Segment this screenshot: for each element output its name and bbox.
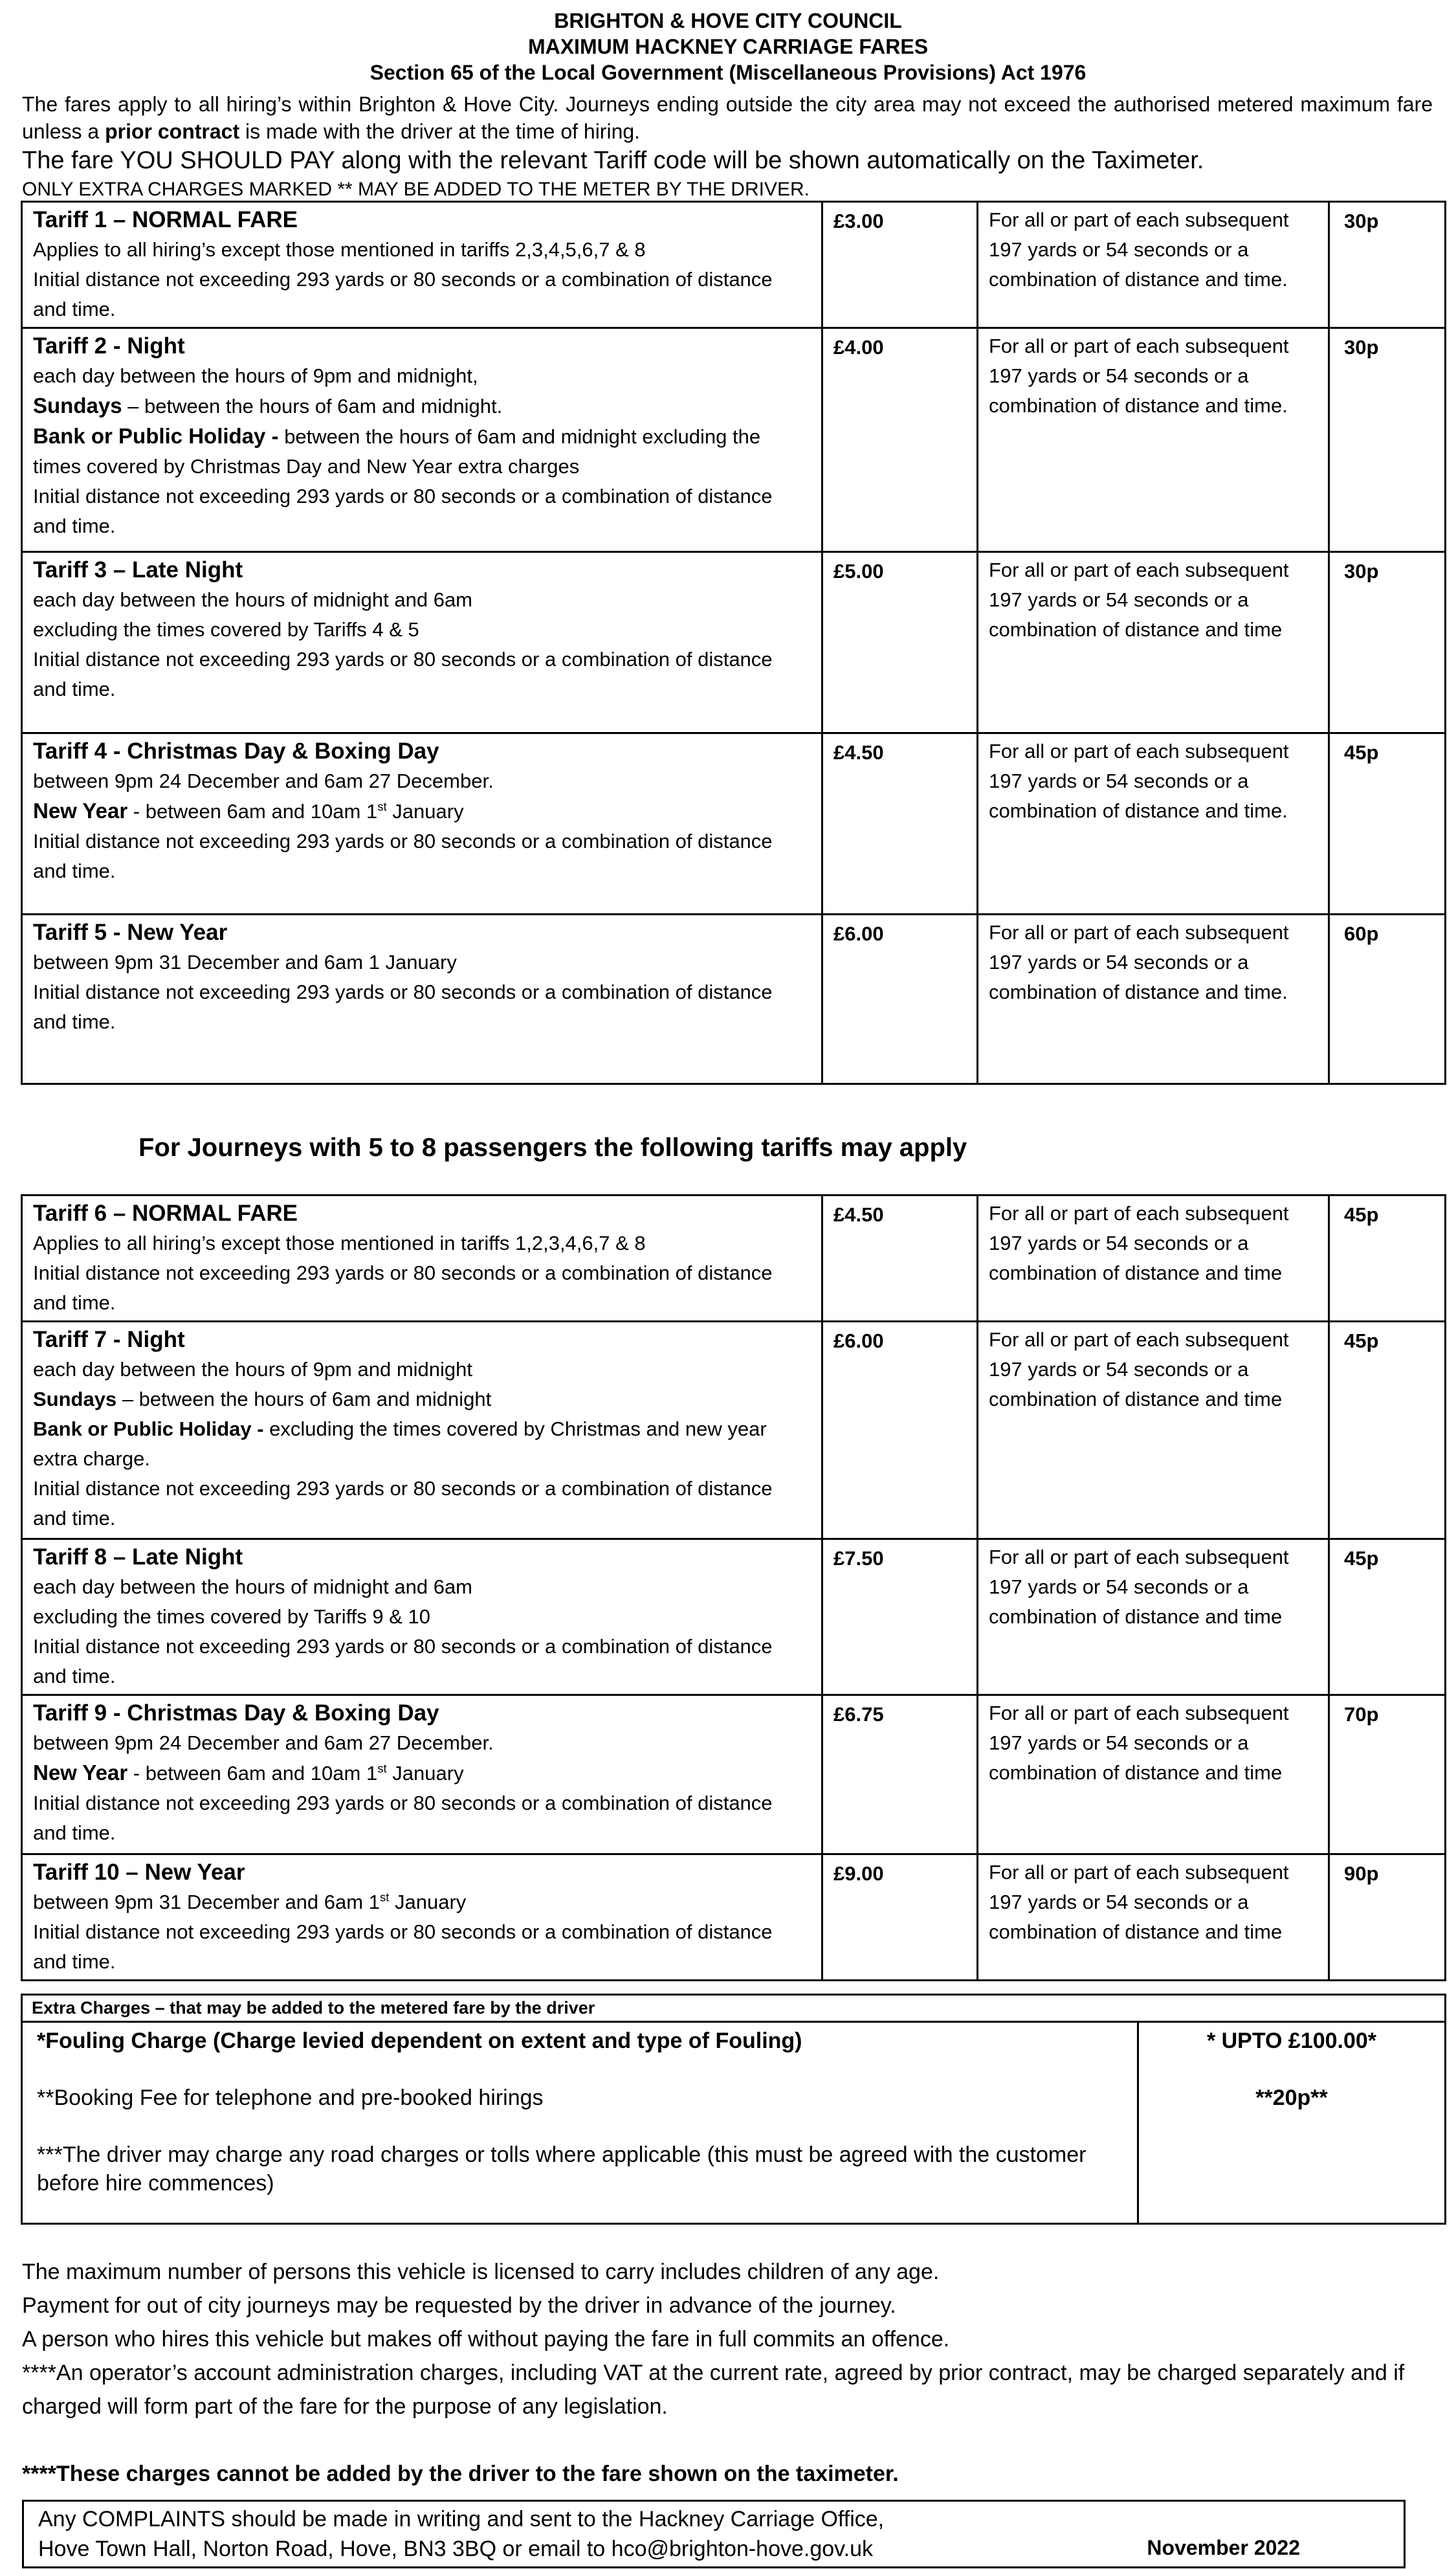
- tariff-description: [22, 552, 822, 733]
- subsequent-rate: 45p: [1329, 733, 1446, 915]
- complaints-box: [22, 2500, 1406, 2568]
- tariff-row: [22, 1539, 1446, 1695]
- tariff-line: Initial distance not exceeding 293 yards or 80 seconds or a combination of distance and time.: [33, 648, 773, 700]
- tariff-line: between 9pm 31 December and 6am 1 January: [33, 951, 457, 973]
- footer-note: Payment for out of city journeys may be requested by the driver in advance of the journey.: [22, 2293, 896, 2318]
- initial-fare: £3.00: [822, 202, 978, 328]
- initial-fare: £6.00: [822, 1322, 978, 1539]
- subsequent-rate: 45p: [1329, 1196, 1446, 1322]
- extra-charges-notice: ONLY EXTRA CHARGES MARKED ** MAY BE ADDED TO THE METER BY THE DRIVER.: [22, 179, 810, 200]
- tariff-title: Tariff 8 – Late Night: [33, 1544, 243, 1570]
- tariff-table-large-vehicle: [21, 1194, 1446, 1981]
- tariff-line: Initial distance not exceeding 293 yards or 80 seconds or a combination of distance and time.: [33, 1920, 773, 1973]
- tariff-line: each day between the hours of midnight and 6am: [33, 1575, 473, 1598]
- tariff-line: each day between the hours of 9pm and midnight,: [33, 364, 478, 387]
- subsequent-description: For all or part of each subsequent 197 yards or 54 seconds or a combination of distance and time.: [978, 733, 1329, 915]
- initial-fare: £6.00: [822, 915, 978, 1084]
- subsequent-description: For all or part of each subsequent 197 yards or 54 seconds or a combination of distance and time: [978, 1539, 1329, 1695]
- tariff-table-standard: [21, 201, 1446, 1085]
- document-title: MAXIMUM HACKNEY CARRIAGE FARES: [527, 35, 929, 58]
- subsequent-rate: 30p: [1329, 202, 1446, 328]
- extra-charges-list: [22, 2022, 1138, 2224]
- intro-paragraph: The fares apply to all hiring’s within Brighton & Hove City. Journeys ending outside the city area may not exceed the authorised metered maximum fare unless a prior contract is made with the driver at the time of hiring.: [22, 93, 1433, 143]
- tariff-line: Initial distance not exceeding 293 yards or 80 seconds or a combination of distance and time.: [33, 1477, 773, 1529]
- tariff-line: Bank or Public Holiday - between the hours of 6am and midnight excluding the times covered by Christmas Day and New Year extra charges: [33, 424, 761, 478]
- tariff-title: Tariff 1 – NORMAL FARE: [33, 207, 298, 232]
- initial-fare: £5.00: [822, 552, 978, 733]
- fare-notice: The fare YOU SHOULD PAY along with the relevant Tariff code will be shown automatically on the Taximeter.: [22, 147, 1204, 174]
- subsequent-rate: 45p: [1329, 1322, 1446, 1539]
- subsequent-description: For all or part of each subsequent 197 yards or 54 seconds or a combination of distance and time.: [978, 915, 1329, 1084]
- subsequent-rate: 70p: [1329, 1695, 1446, 1854]
- tariff-row: [22, 1854, 1446, 1981]
- tariff-line: Applies to all hiring’s except those mentioned in tariffs 2,3,4,5,6,7 & 8: [33, 238, 646, 261]
- tariff-line: Initial distance not exceeding 293 yards or 80 seconds or a combination of distance and time.: [33, 268, 773, 320]
- tariff-line: excluding the times covered by Tariffs 9 & 10: [33, 1605, 431, 1628]
- tariff-description: [22, 1196, 822, 1322]
- tariff-line: Sundays – between the hours of 6am and midnight: [33, 1388, 492, 1410]
- tariff-title: Tariff 9 - Christmas Day & Boxing Day: [33, 1700, 439, 1726]
- tariff-row: [22, 1322, 1446, 1539]
- tariff-line: between 9pm 24 December and 6am 27 December.: [33, 770, 494, 792]
- footer-notes: [22, 2255, 1433, 2491]
- footer-warning: ****These charges cannot be added by the driver to the fare shown on the taximeter.: [22, 2462, 899, 2486]
- tariff-description: [22, 328, 822, 552]
- tariff-description: [22, 1695, 822, 1854]
- tariff-line: New Year - between 6am and 10am 1st January: [33, 1761, 464, 1785]
- tariff-description: [22, 915, 822, 1084]
- tariff-line: excluding the times covered by Tariffs 4 & 5: [33, 618, 419, 641]
- act-reference: Section 65 of the Local Government (Miscellaneous Provisions) Act 1976: [370, 61, 1086, 84]
- tariff-row: [22, 552, 1446, 733]
- subsequent-rate: 60p: [1329, 915, 1446, 1084]
- tariff-title: Tariff 2 - Night: [33, 333, 185, 359]
- subsequent-description: For all or part of each subsequent 197 yards or 54 seconds or a combination of distance and time: [978, 1322, 1329, 1539]
- booking-amount: **20p**: [1255, 2085, 1328, 2110]
- tariff-description: [22, 1539, 822, 1695]
- council-title: BRIGHTON & HOVE CITY COUNCIL: [554, 9, 902, 32]
- tariff-row: [22, 915, 1446, 1084]
- tariff-row: [22, 733, 1446, 915]
- initial-fare: £9.00: [822, 1854, 978, 1981]
- tariff-row: [22, 202, 1446, 328]
- tariff-line: Initial distance not exceeding 293 yards or 80 seconds or a combination of distance and time.: [33, 830, 773, 882]
- initial-fare: £4.50: [822, 1196, 978, 1322]
- subsequent-description: For all or part of each subsequent 197 yards or 54 seconds or a combination of distance and time.: [978, 202, 1329, 328]
- tariff-line: Initial distance not exceeding 293 yards or 80 seconds or a combination of distance and time.: [33, 981, 773, 1033]
- tariff-title: Tariff 5 - New Year: [33, 920, 228, 945]
- subsequent-description: For all or part of each subsequent 197 yards or 54 seconds or a combination of distance and time: [978, 1196, 1329, 1322]
- subsequent-rate: 45p: [1329, 1539, 1446, 1695]
- tariff-title: Tariff 3 – Late Night: [33, 557, 243, 583]
- issue-date: November 2022: [1147, 2536, 1300, 2559]
- subsequent-description: For all or part of each subsequent 197 yards or 54 seconds or a combination of distance and time: [978, 552, 1329, 733]
- initial-fare: £7.50: [822, 1539, 978, 1695]
- tariff-line: between 9pm 24 December and 6am 27 December.: [33, 1731, 494, 1754]
- complaints-address: Hove Town Hall, Norton Road, Hove, BN3 3BQ or email to hco@brighton-hove.gov.uk: [38, 2537, 874, 2561]
- tariff-line: Initial distance not exceeding 293 yards or 80 seconds or a combination of distance and time.: [33, 1792, 773, 1844]
- initial-fare: £4.00: [822, 328, 978, 552]
- tariff-row: [22, 328, 1446, 552]
- tariff-line: New Year - between 6am and 10am 1st January: [33, 799, 464, 823]
- tariff-description: [22, 1854, 822, 1981]
- subsequent-description: For all or part of each subsequent 197 yards or 54 seconds or a combination of distance and time: [978, 1854, 1329, 1981]
- tariff-line: Initial distance not exceeding 293 yards or 80 seconds or a combination of distance and time.: [33, 1262, 773, 1314]
- large-vehicle-heading: For Journeys with 5 to 8 passengers the following tariffs may apply: [138, 1133, 967, 1162]
- tariff-line: Initial distance not exceeding 293 yards or 80 seconds or a combination of distance and time.: [33, 1635, 773, 1687]
- fouling-charge: *Fouling Charge (Charge levied dependent on extent and type of Fouling): [37, 2029, 802, 2053]
- tariff-line: Bank or Public Holiday - excluding the times covered by Christmas and new year extra charge.: [33, 1418, 767, 1470]
- subsequent-rate: 90p: [1329, 1854, 1446, 1981]
- subsequent-rate: 30p: [1329, 552, 1446, 733]
- tariff-line: between 9pm 31 December and 6am 1st January: [33, 1890, 467, 1913]
- tariff-line: each day between the hours of midnight and 6am: [33, 588, 473, 611]
- extra-charges-table: [21, 1994, 1446, 2225]
- initial-fare: £4.50: [822, 733, 978, 915]
- footer-note: The maximum number of persons this vehicle is licensed to carry includes children of any age.: [22, 2260, 940, 2284]
- tariff-row: [22, 1695, 1446, 1854]
- tariff-line: Applies to all hiring’s except those mentioned in tariffs 1,2,3,4,6,7 & 8: [33, 1232, 646, 1254]
- prior-contract-emphasis: prior contract: [105, 120, 240, 143]
- subsequent-description: For all or part of each subsequent 197 yards or 54 seconds or a combination of distance and time.: [978, 328, 1329, 552]
- tariff-line: Sundays – between the hours of 6am and midnight.: [33, 394, 503, 417]
- fouling-amount: * UPTO £100.00*: [1206, 2029, 1377, 2053]
- footer-note: A person who hires this vehicle but makes off without paying the fare in full commits an offence.: [22, 2327, 950, 2352]
- tariff-title: Tariff 10 – New Year: [33, 1860, 245, 1885]
- initial-fare: £6.75: [822, 1695, 978, 1854]
- footer-note: ****An operator’s account administration charges, including VAT at the current rate, agreed by prior contract, may be charged separately and if charged will form part of the fare for the purpose of any legislation.: [22, 2361, 1405, 2419]
- road-tolls: ***The driver may charge any road charges or tolls where applicable (this must be agreed with the customer before hire commences): [37, 2142, 1086, 2196]
- extra-charges-amounts: [1138, 2022, 1446, 2224]
- tariff-title: Tariff 6 – NORMAL FARE: [33, 1201, 298, 1226]
- booking-fee: **Booking Fee for telephone and pre-booked hirings: [37, 2085, 544, 2110]
- tariff-row: [22, 1196, 1446, 1322]
- complaints-line: Any COMPLAINTS should be made in writing and sent to the Hackney Carriage Office,: [38, 2507, 885, 2531]
- extra-charges-heading: Extra Charges – that may be added to the metered fare by the driver: [22, 1995, 1446, 2022]
- subsequent-rate: 30p: [1329, 328, 1446, 552]
- tariff-title: Tariff 7 - Night: [33, 1327, 185, 1352]
- tariff-description: [22, 202, 822, 328]
- tariff-title: Tariff 4 - Christmas Day & Boxing Day: [33, 739, 439, 764]
- tariff-description: [22, 733, 822, 915]
- tariff-line: each day between the hours of 9pm and midnight: [33, 1358, 473, 1381]
- tariff-description: [22, 1322, 822, 1539]
- tariff-line: Initial distance not exceeding 293 yards or 80 seconds or a combination of distance and time.: [33, 485, 773, 537]
- subsequent-description: For all or part of each subsequent 197 yards or 54 seconds or a combination of distance and time: [978, 1695, 1329, 1854]
